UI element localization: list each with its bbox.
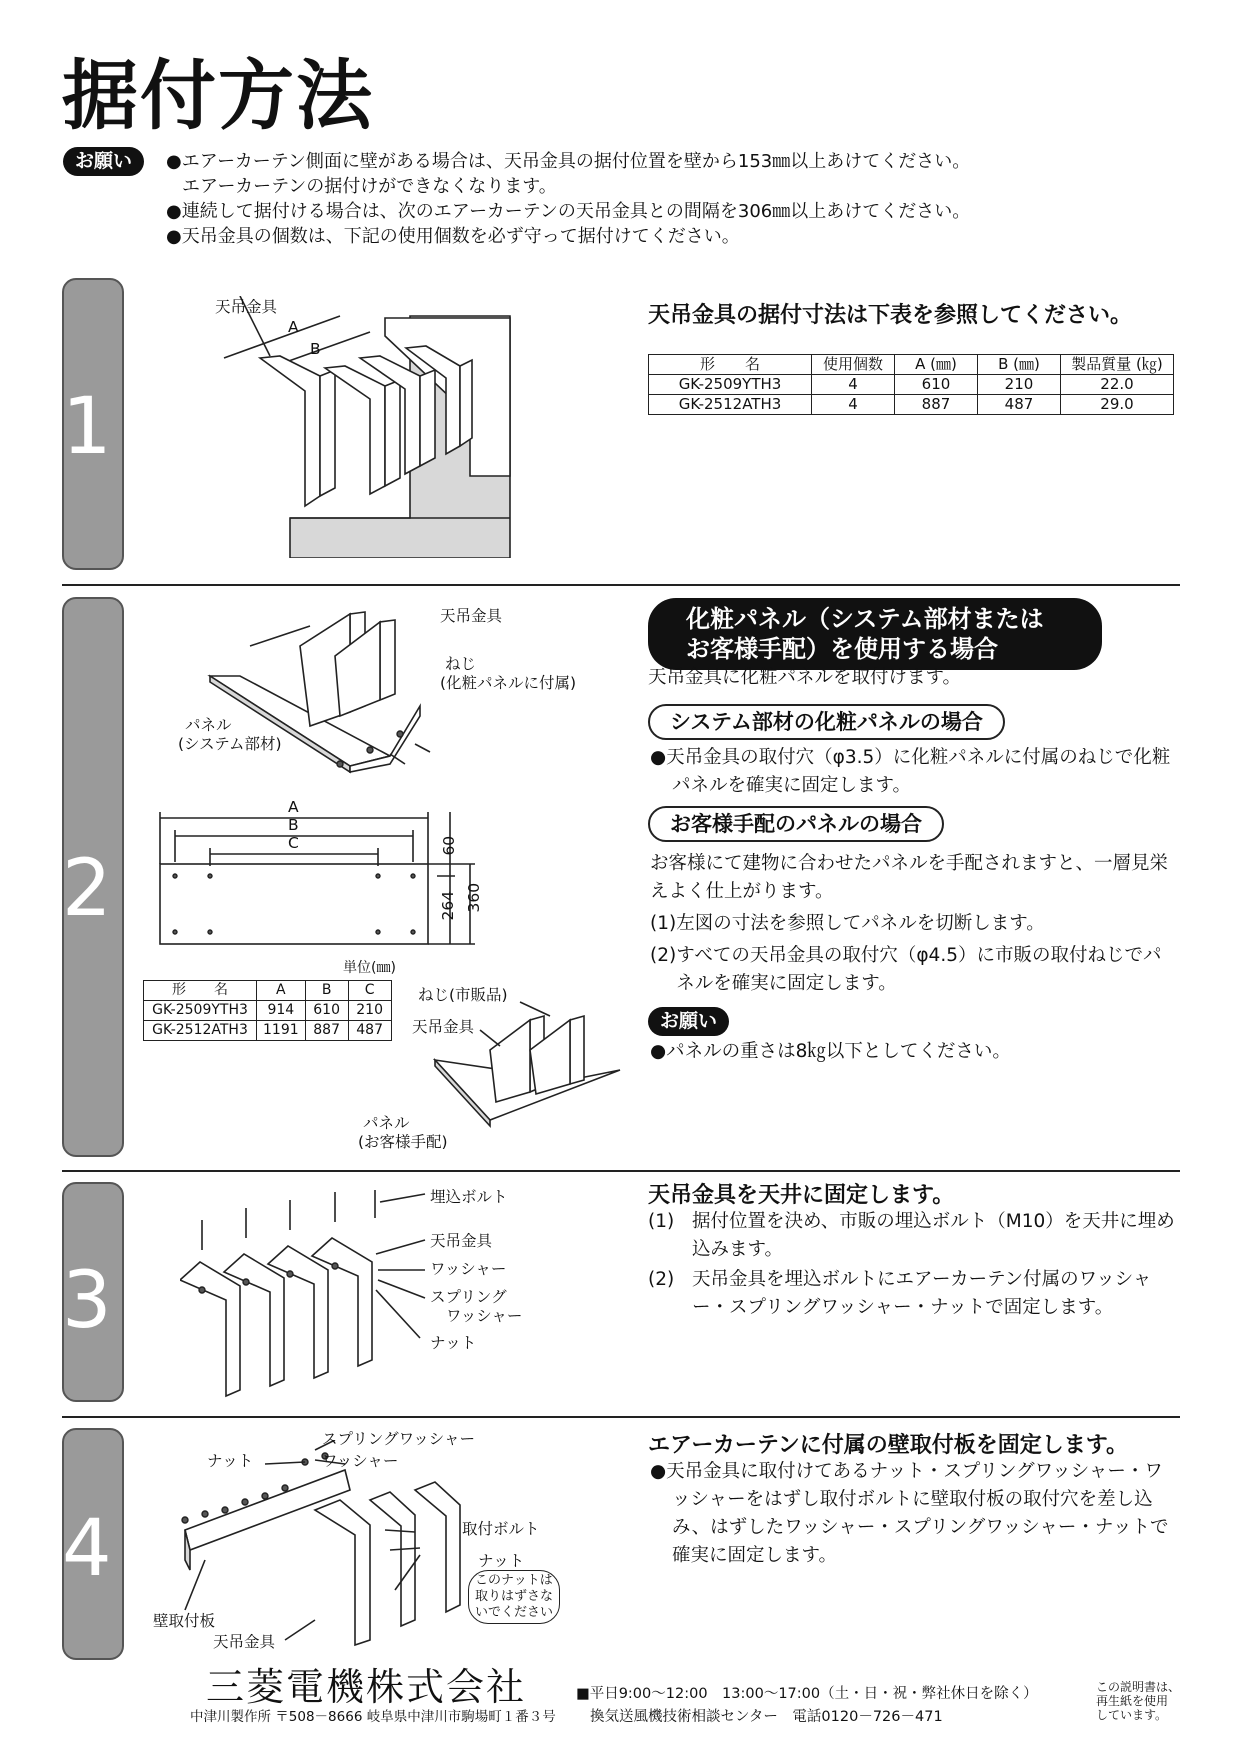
customer-panel-subtitle: お客様手配のパネルの場合	[648, 806, 944, 842]
step-number-1: 1	[62, 382, 112, 472]
unit-label: 単位(㎜)	[343, 960, 396, 976]
bracket-install-figure	[210, 296, 530, 558]
section2-note-badge: お願い	[648, 1007, 729, 1036]
dim-label-c: C	[288, 834, 299, 852]
notice-line-4: ●天吊金具の個数は、下記の使用個数を必ず守って据付けてください。	[166, 226, 740, 247]
support-hours: ■平日9:00～12:00 13:00～17:00（土・日・祝・弊社休日を除く）	[576, 1686, 1038, 1702]
dim-label-360: 360	[465, 882, 484, 913]
dim-label-a: A	[288, 798, 299, 816]
company-name: 三菱電機株式会社	[206, 1665, 527, 1709]
fig2b-label-panel: パネル	[363, 1114, 410, 1132]
ceiling-bolt-figure	[180, 1190, 430, 1400]
fig3-label-bolt: 埋込ボルト	[430, 1188, 508, 1206]
panel-weight-note: ●パネルの重さは8㎏以下としてください。	[650, 1041, 1011, 1062]
notice-line-2: エアーカーテンの据付けができなくなります。	[182, 176, 557, 197]
notice-line-1: ●エアーカーテン側面に壁がある場合は、天吊金具の据付位置を壁から153㎜以上あけてください。	[166, 151, 971, 172]
fig1-label-bracket: 天吊金具	[215, 298, 278, 316]
fig1-label-b: B	[310, 340, 321, 358]
support-center: 換気送風機技術相談センター 電話0120－726－471	[590, 1709, 943, 1725]
customer-step-1: (1) 左図の寸法を参照してパネルを切断します。	[650, 913, 1045, 934]
table-row: GK-2512ATH3 1191 887 487	[144, 1021, 392, 1041]
panel-dimension-table	[143, 980, 392, 1041]
fig2-label-panel-note: (システム部材)	[178, 735, 282, 753]
fig4-label-spring-washer: スプリングワッシャー	[322, 1430, 475, 1448]
bolt-step-2: (2) 天吊金具を埋込ボルトにエアーカーテン付属のワッシャー・スプリングワッシャー・ナットで固定します。	[648, 1269, 1152, 1318]
wall-plate-text: ●天吊金具に取付けてあるナット・スプリングワッシャー・ワッシャーをはずし取付ボルトに壁取付板の取付穴を差し込み、はずしたワッシャー・スプリングワッシャー・ナットで確実に固定します。	[650, 1461, 1169, 1566]
step-number-4: 4	[62, 1504, 112, 1594]
section-divider-3	[62, 1416, 1180, 1418]
step-number-2: 2	[62, 844, 112, 934]
section2-intro: 天吊金具に化粧パネルを取付けます。	[648, 667, 962, 688]
bolt-step-1: (1) 据付位置を決め、市販の埋込ボルト（M10）を天井に埋め込みます。	[648, 1211, 1175, 1260]
fig3-label-nut: ナット	[430, 1334, 477, 1352]
fig3-label-bracket: 天吊金具	[430, 1232, 493, 1250]
fig3-label-spring-washer: ワッシャー	[446, 1307, 523, 1325]
dim-label-264: 264	[439, 890, 458, 921]
table-row: GK-2512ATH3 4 887 487 29.0	[649, 395, 1174, 415]
dim-label-b: B	[288, 816, 299, 834]
section4-heading: エアーカーテンに付属の壁取付板を固定します。	[648, 1433, 1129, 1458]
fig4-label-wall-plate: 壁取付板	[153, 1612, 216, 1630]
fig2-label-screw: ねじ	[445, 655, 477, 673]
notice-badge: お願い	[63, 147, 144, 176]
fig2b-label-bracket: 天吊金具	[412, 1018, 475, 1036]
customer-panel-text: お客様にて建物に合わせたパネルを手配されますと、一層見栄えよく仕上がります。	[650, 853, 1169, 902]
system-panel-subtitle: システム部材の化粧パネルの場合	[648, 704, 1005, 740]
fig1-label-a: A	[288, 318, 299, 336]
dim-label-60: 60	[440, 835, 459, 856]
fig4-label-nut: ナット	[207, 1452, 254, 1470]
customer-panel-figure	[430, 990, 630, 1130]
system-panel-text: ●天吊金具の取付穴（φ3.5）に化粧パネルに付属のねじで化粧パネルを確実に固定します。	[650, 747, 1171, 796]
fig4-label-washer: ワッシャー	[322, 1452, 399, 1470]
fig4-label-bolt: 取付ボルト	[462, 1520, 540, 1538]
fig3-label-spring: スプリング	[430, 1288, 507, 1306]
decor-panel-banner: 化粧パネル（システム部材または お客様手配）を使用する場合	[648, 598, 1102, 670]
fig4-label-bracket: 天吊金具	[213, 1633, 276, 1651]
fig2-label-bracket: 天吊金具	[440, 607, 503, 625]
table-row: GK-2509YTH3 914 610 210	[144, 1001, 392, 1021]
panel-dimension-figure	[155, 796, 495, 946]
customer-step-2: (2) すべての天吊金具の取付穴（φ4.5）に市販の取付ねじでパネルを確実に固定します。	[650, 945, 1162, 994]
fig2-label-screw-note: (化粧パネルに付属)	[440, 674, 577, 692]
fig2-label-panel: パネル	[185, 716, 232, 734]
section-divider-1	[62, 584, 1180, 586]
bracket-spec-table	[648, 354, 1174, 415]
step-number-3: 3	[62, 1256, 112, 1346]
section3-heading: 天吊金具を天井に固定します。	[648, 1183, 955, 1208]
fig2b-label-panel-note: (お客様手配)	[358, 1133, 448, 1151]
notice-line-3: ●連続して据付ける場合は、次のエアーカーテンの天吊金具との間隔を306㎜以上あけてください。	[166, 201, 971, 222]
table-header-row: 形 名 使用個数 A (㎜) B (㎜) 製品質量 (㎏)	[649, 355, 1174, 375]
company-address: 中津川製作所 〒508－8666 岐阜県中津川市駒場町１番３号	[190, 1709, 556, 1725]
section-divider-2	[62, 1170, 1180, 1172]
table-header-row: 形 名 A B C	[144, 981, 392, 1001]
fig3-label-washer: ワッシャー	[430, 1260, 507, 1278]
nut-warning-bubble: このナットは 取りはずさな いでください	[468, 1570, 560, 1624]
fig4-label-nut2: ナット	[478, 1552, 525, 1570]
fig2b-label-screw: ねじ(市販品)	[418, 986, 508, 1004]
table-row: GK-2509YTH3 4 610 210 22.0	[649, 375, 1174, 395]
page-title: 据付方法	[62, 51, 374, 140]
section1-heading: 天吊金具の据付寸法は下表を参照してください。	[648, 303, 1133, 328]
recycled-paper-note: この説明書は、 再生紙を使用 しています。	[1096, 1680, 1181, 1722]
